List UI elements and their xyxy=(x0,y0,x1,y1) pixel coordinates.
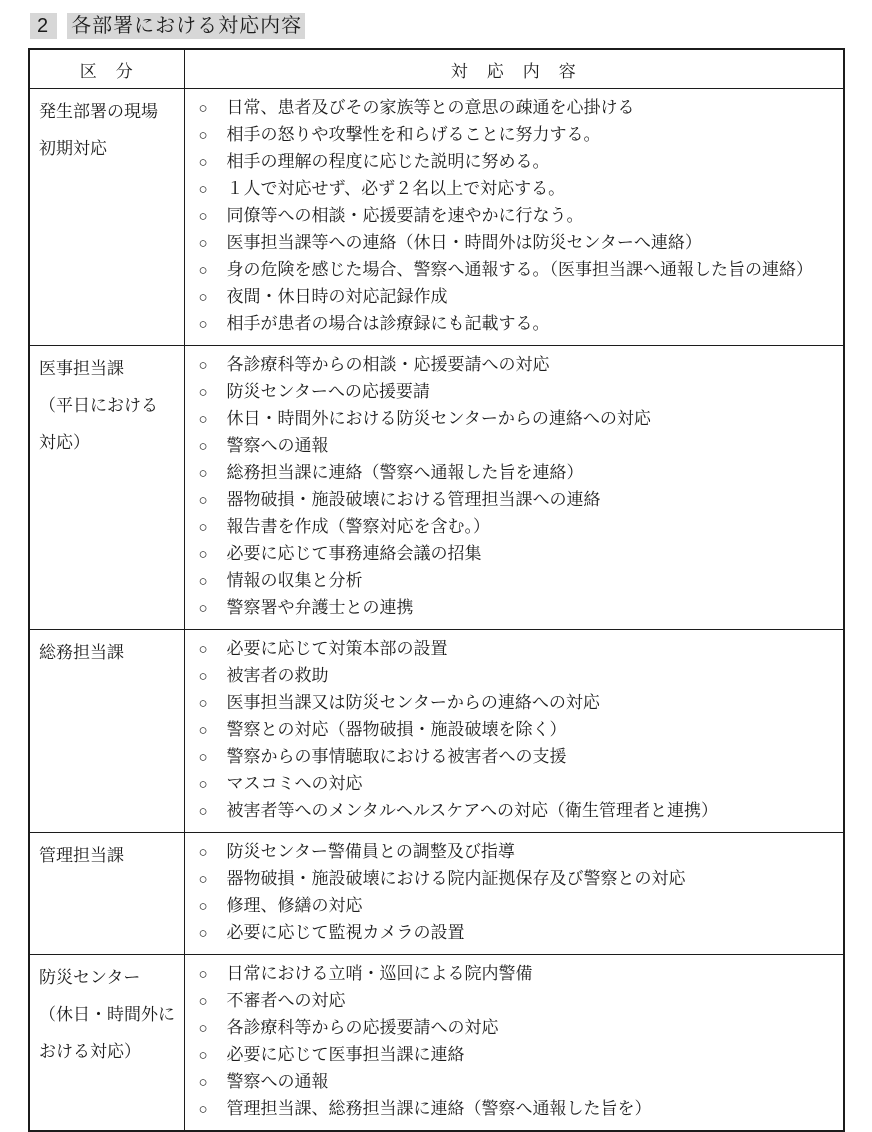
list-item xyxy=(199,798,842,825)
category-line: （平日における xyxy=(39,396,158,415)
item-text: 身の危険を感じた場合、警察へ通報する。（医事担当課へ通報した旨の連絡） xyxy=(226,260,813,279)
item-text: 警察署や弁護士との連携 xyxy=(226,598,414,617)
item-text: 医事担当課又は防災センターからの連絡への対応 xyxy=(226,693,600,712)
circle-bullet-icon: ○ xyxy=(198,181,208,198)
category-cell xyxy=(29,833,184,955)
item-text: 報告書を作成（警察対応を含む。） xyxy=(226,517,490,536)
circle-bullet-icon: ○ xyxy=(198,1047,208,1064)
content-cell xyxy=(184,89,844,346)
list-item xyxy=(199,352,842,379)
list-item xyxy=(199,595,842,622)
circle-bullet-icon: ○ xyxy=(198,316,208,333)
item-text: 防災センターへの応援要請 xyxy=(226,382,430,401)
table-row xyxy=(29,346,844,630)
list-item xyxy=(199,460,842,487)
circle-bullet-icon: ○ xyxy=(198,641,208,658)
list-item xyxy=(199,663,842,690)
category-line: 対応） xyxy=(39,433,90,452)
category-cell xyxy=(29,630,184,833)
circle-bullet-icon: ○ xyxy=(198,411,208,428)
item-text: 相手が患者の場合は診療録にも記載する。 xyxy=(226,314,550,333)
list-item xyxy=(199,771,842,798)
table-row xyxy=(29,630,844,833)
circle-bullet-icon: ○ xyxy=(198,1101,208,1118)
header-row xyxy=(29,49,844,89)
list-item xyxy=(199,1069,842,1096)
header-content: 対 応 内 容 xyxy=(184,49,844,89)
circle-bullet-icon: ○ xyxy=(198,776,208,793)
circle-bullet-icon: ○ xyxy=(198,898,208,915)
item-text: 夜間・休日時の対応記録作成 xyxy=(226,287,448,306)
list-item xyxy=(199,257,842,284)
list-item xyxy=(199,988,842,1015)
circle-bullet-icon: ○ xyxy=(198,208,208,225)
item-text: 被害者の救助 xyxy=(226,666,329,685)
list-item xyxy=(199,379,842,406)
item-text: 情報の収集と分析 xyxy=(226,571,363,590)
category-line: 初期対応 xyxy=(39,139,107,158)
item-text: 警察への通報 xyxy=(226,1072,329,1091)
circle-bullet-icon: ○ xyxy=(198,722,208,739)
list-item xyxy=(199,636,842,663)
list-item xyxy=(199,568,842,595)
table-row xyxy=(29,89,844,346)
department-response-table xyxy=(28,48,845,1132)
item-text: 必要に応じて対策本部の設置 xyxy=(226,639,448,658)
circle-bullet-icon: ○ xyxy=(198,100,208,117)
circle-bullet-icon: ○ xyxy=(198,600,208,617)
item-text: 被害者等へのメンタルヘルスケアへの対応（衛生管理者と連携） xyxy=(226,801,718,820)
circle-bullet-icon: ○ xyxy=(198,844,208,861)
item-text: 管理担当課、総務担当課に連絡（警察へ通報した旨を） xyxy=(226,1099,652,1118)
item-text: 相手の理解の程度に応じた説明に努める。 xyxy=(226,152,550,171)
item-text: 医事担当課等への連絡（休日・時間外は防災センターへ連絡） xyxy=(226,233,702,252)
page-title xyxy=(30,13,845,40)
circle-bullet-icon: ○ xyxy=(198,871,208,888)
circle-bullet-icon: ○ xyxy=(198,154,208,171)
list-item xyxy=(199,122,842,149)
list-item xyxy=(199,284,842,311)
list-item xyxy=(199,717,842,744)
item-text: 器物破損・施設破壊における管理担当課への連絡 xyxy=(226,490,601,509)
item-text: 総務担当課に連絡（警察へ通報した旨を連絡） xyxy=(226,463,584,482)
table-row xyxy=(29,955,844,1132)
item-text: 警察との対応（器物破損・施設破壊を除く） xyxy=(226,720,567,739)
circle-bullet-icon: ○ xyxy=(198,235,208,252)
category-line: 防災センター xyxy=(39,968,141,987)
circle-bullet-icon: ○ xyxy=(198,438,208,455)
list-item xyxy=(199,311,842,338)
circle-bullet-icon: ○ xyxy=(198,993,208,1010)
circle-bullet-icon: ○ xyxy=(198,519,208,536)
circle-bullet-icon: ○ xyxy=(198,289,208,306)
category-cell xyxy=(29,89,184,346)
table-body xyxy=(29,89,844,1132)
title-number: 2 xyxy=(30,13,57,39)
title-text: 各部署における対応内容 xyxy=(67,13,305,39)
list-item xyxy=(199,433,842,460)
circle-bullet-icon: ○ xyxy=(198,492,208,509)
list-item xyxy=(199,893,842,920)
list-item xyxy=(199,203,842,230)
circle-bullet-icon: ○ xyxy=(198,384,208,401)
item-text: 警察からの事情聴取における被害者への支援 xyxy=(226,747,567,766)
category-cell xyxy=(29,346,184,630)
circle-bullet-icon: ○ xyxy=(198,127,208,144)
category-line: 管理担当課 xyxy=(39,846,124,865)
list-item xyxy=(199,866,842,893)
item-text: 各診療科等からの相談・応援要請への対応 xyxy=(226,355,550,374)
circle-bullet-icon: ○ xyxy=(198,357,208,374)
content-cell xyxy=(184,630,844,833)
circle-bullet-icon: ○ xyxy=(198,966,208,983)
item-text: 必要に応じて事務連絡会議の招集 xyxy=(226,544,482,563)
circle-bullet-icon: ○ xyxy=(198,465,208,482)
circle-bullet-icon: ○ xyxy=(198,1074,208,1091)
list-item xyxy=(199,1042,842,1069)
list-item xyxy=(199,487,842,514)
content-cell xyxy=(184,833,844,955)
list-item xyxy=(199,95,842,122)
item-text: 警察への通報 xyxy=(226,436,329,455)
item-text: 各診療科等からの応援要請への対応 xyxy=(226,1018,499,1037)
list-item xyxy=(199,839,842,866)
list-item xyxy=(199,690,842,717)
item-text: 日常、患者及びその家族等との意思の疎通を心掛ける xyxy=(226,98,635,117)
content-cell xyxy=(184,346,844,630)
circle-bullet-icon: ○ xyxy=(198,546,208,563)
list-item xyxy=(199,744,842,771)
circle-bullet-icon: ○ xyxy=(198,695,208,712)
item-text: 修理、修繕の対応 xyxy=(226,896,363,915)
list-item xyxy=(199,1096,842,1123)
circle-bullet-icon: ○ xyxy=(198,925,208,942)
table-row xyxy=(29,833,844,955)
item-text: 不審者への対応 xyxy=(226,991,346,1010)
item-text: 必要に応じて監視カメラの設置 xyxy=(226,923,465,942)
item-text: 防災センター警備員との調整及び指導 xyxy=(226,842,515,861)
header-category: 区 分 xyxy=(29,49,184,89)
category-line: 総務担当課 xyxy=(39,643,124,662)
category-line: おける対応） xyxy=(39,1042,141,1061)
list-item xyxy=(199,149,842,176)
category-line: 医事担当課 xyxy=(39,359,124,378)
item-text: 日常における立哨・巡回による院内警備 xyxy=(226,964,533,983)
list-item xyxy=(199,541,842,568)
item-text: 同僚等への相談・応援要請を速やかに行なう。 xyxy=(226,206,584,225)
category-cell xyxy=(29,955,184,1132)
item-text: マスコミへの対応 xyxy=(226,774,363,793)
list-item xyxy=(199,176,842,203)
item-text: 休日・時間外における防災センターからの連絡への対応 xyxy=(226,409,651,428)
category-line: 発生部署の現場 xyxy=(39,102,158,121)
circle-bullet-icon: ○ xyxy=(198,1020,208,1037)
circle-bullet-icon: ○ xyxy=(198,803,208,820)
content-cell xyxy=(184,955,844,1132)
category-line: （休日・時間外に xyxy=(39,1005,175,1024)
circle-bullet-icon: ○ xyxy=(198,668,208,685)
circle-bullet-icon: ○ xyxy=(198,749,208,766)
circle-bullet-icon: ○ xyxy=(198,262,208,279)
item-text: １人で対応せず、必ず２名以上で対応する。 xyxy=(226,179,566,198)
circle-bullet-icon: ○ xyxy=(198,573,208,590)
list-item xyxy=(199,230,842,257)
list-item xyxy=(199,1015,842,1042)
list-item xyxy=(199,961,842,988)
item-text: 器物破損・施設破壊における院内証拠保存及び警察との対応 xyxy=(226,869,686,888)
item-text: 必要に応じて医事担当課に連絡 xyxy=(226,1045,465,1064)
list-item xyxy=(199,406,842,433)
list-item xyxy=(199,920,842,947)
item-text: 相手の怒りや攻撃性を和らげることに努力する。 xyxy=(226,125,601,144)
list-item xyxy=(199,514,842,541)
